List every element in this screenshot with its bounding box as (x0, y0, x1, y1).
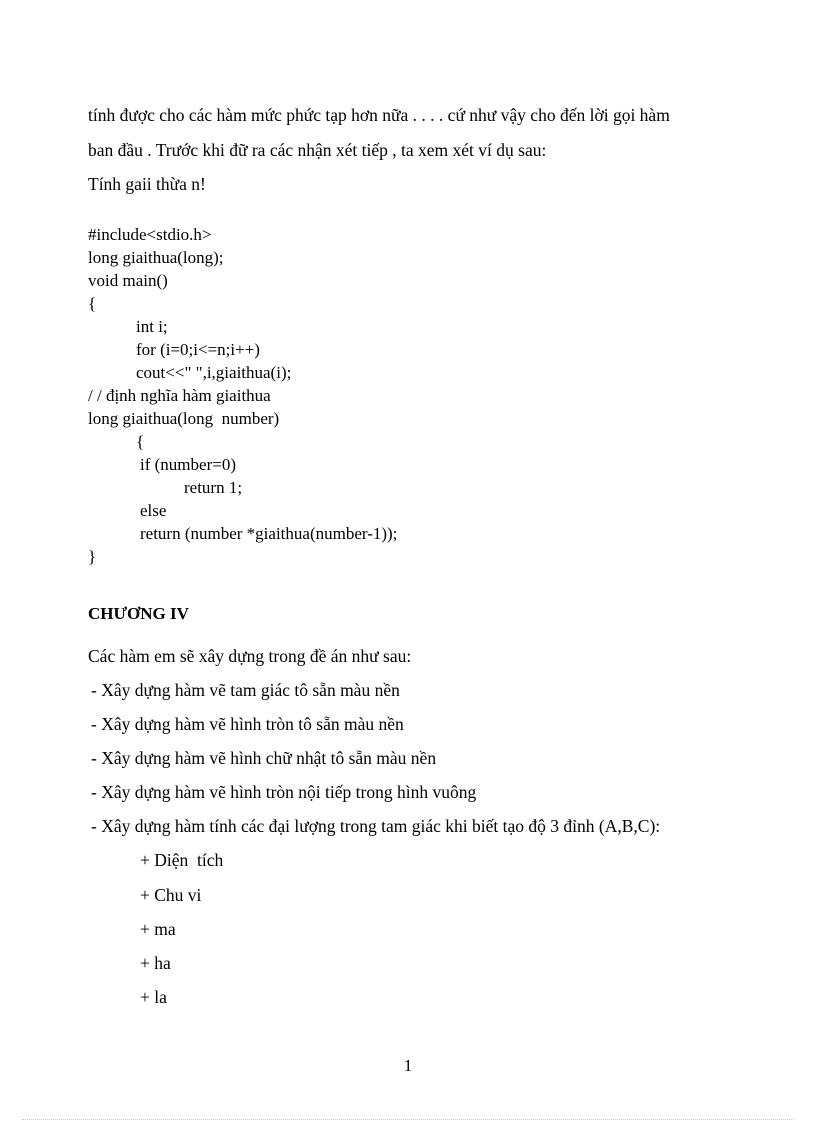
code-line: { (136, 432, 145, 451)
code-line: long giaithua(long); (88, 248, 224, 267)
sub-list-item: + Diện tích (140, 850, 224, 870)
list-item: - Xây dựng hàm vẽ hình chữ nhật tô sẵn màu nền (91, 748, 437, 768)
code-line: #include<stdio.h> (88, 225, 212, 244)
code-line: cout<<" ",i,giaithua(i); (136, 363, 292, 382)
code-line: long giaithua(long number) (88, 409, 280, 428)
code-line: void main() (88, 271, 168, 290)
chapter-title: CHƯƠNG IV (88, 604, 189, 623)
list-item: - Xây dựng hàm tính các đại lượng trong tam giác khi biết tạo độ 3 đỉnh (A,B,C): (91, 816, 661, 836)
intro-line-2: ban đầu . Trước khi đữ ra các nhận xét tiếp , ta xem xét ví dụ sau: (88, 140, 547, 160)
sub-list-item: + ma (140, 919, 176, 939)
list-item: - Xây dựng hàm vẽ hình tròn tô sẵn màu nền (91, 714, 404, 734)
sub-list-item: + ha (140, 953, 171, 973)
page-number: 1 (403, 1056, 413, 1075)
code-line: } (88, 547, 97, 566)
code-line: int i; (136, 317, 168, 336)
code-line: { (88, 294, 97, 313)
code-line: if (number=0) (140, 455, 236, 474)
list-item: - Xây dựng hàm vẽ hình tròn nội tiếp trong hình vuông (91, 782, 477, 802)
sub-list-item: + la (140, 987, 167, 1007)
code-line: return 1; (184, 478, 243, 497)
list-item: - Xây dựng hàm vẽ tam giác tô sẵn màu nền (91, 680, 400, 700)
code-line: return (number *giaithua(number-1)); (140, 524, 398, 543)
sub-list-item: + Chu vi (140, 885, 202, 905)
intro-line-1: tính được cho các hàm mức phức tạp hơn nữa . . . . cứ như vậy cho đến lời gọi hàm (88, 105, 670, 125)
intro-line-3: Tính gaii thừa n! (88, 174, 206, 194)
footer-divider (22, 1119, 794, 1120)
chapter-intro: Các hàm em sẽ xây dựng trong đề án như sau: (88, 646, 412, 666)
code-line: for (i=0;i<=n;i++) (136, 340, 260, 359)
code-line: else (140, 501, 167, 520)
code-comment: / / định nghĩa hàm giaithua (88, 386, 271, 405)
